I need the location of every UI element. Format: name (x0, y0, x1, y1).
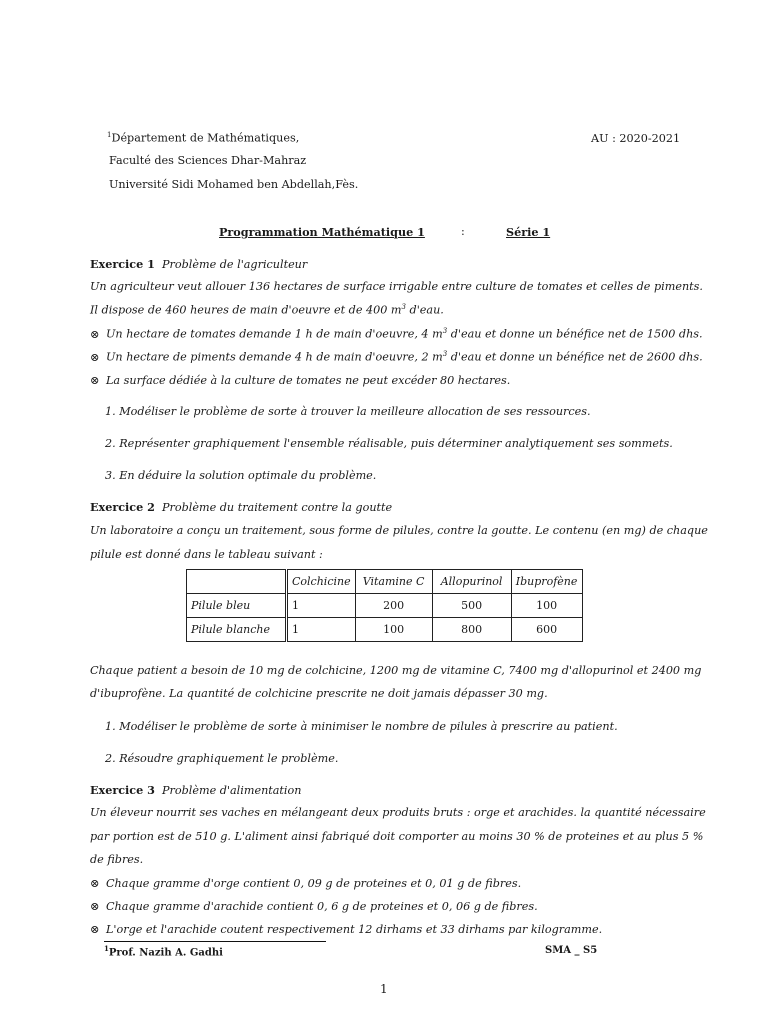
table-corner-cell (187, 570, 287, 594)
table-cell: 100 (511, 594, 582, 618)
table-row-label: Pilule bleu (187, 594, 287, 618)
table-header-cell: Ibuprofène (511, 570, 582, 594)
table-cell: 800 (432, 618, 511, 642)
table-cell: 1 (287, 618, 356, 642)
otimes-icon: ⊗ (90, 374, 100, 387)
footnote-author: $^1$Prof. Nazih A. Gadhi (104, 944, 223, 959)
exercise-3-heading: Exercice 3 Problème d'alimentation (90, 783, 302, 797)
table-cell: 200 (355, 594, 432, 618)
table-cell: 100 (355, 618, 432, 642)
table-header-cell: Allopurinol (432, 570, 511, 594)
ex3-paragraph-line: par portion est de 510 g. L'aliment ainsi fabriqué doit comporter au moins 30 % de proteines et au plus 5 % (90, 830, 704, 843)
ex2-question: 2. Résoudre graphiquement le problème. (105, 752, 339, 765)
ex1-bullet: ⊗ Un hectare de piments demande 4 h de main d'oeuvre, 2 $m^3$ d'eau et donne un bénéfice net de 2600 dhs. (90, 350, 703, 364)
page-number: 1 (380, 982, 388, 996)
ex3-bullet: ⊗ Chaque gramme d'orge contient 0, 09 g de proteines et 0, 01 g de fibres. (90, 877, 522, 890)
ex2-paragraph-line: Un laboratoire a conçu un traitement, sous forme de pilules, contre la goutte. Le contenu (en mg) de chaque (90, 524, 708, 537)
ex2-question: 1. Modéliser le problème de sorte à minimiser le nombre de pilules à prescrire au patient. (105, 720, 618, 733)
table-cell: 1 (287, 594, 356, 618)
faculty-line: Faculté des Sciences Dhar-Mahraz (109, 154, 307, 167)
series-title: Série 1 (506, 225, 551, 239)
table-header-row (187, 570, 583, 594)
otimes-icon: ⊗ (90, 350, 100, 364)
ex1-question: 1. Modéliser le problème de sorte à trouver la meilleure allocation de ses ressources. (105, 405, 591, 418)
ex3-paragraph-line: Un éleveur nourrit ses vaches en mélangeant deux produits bruts : orge et arachides. la quantité nécessaire (90, 806, 706, 819)
ex2-paragraph-line: d'ibuprofène. La quantité de colchicine prescrite ne doit jamais dépasser 30 mg. (90, 687, 548, 700)
ex3-paragraph-line: de fibres. (90, 853, 144, 866)
table-row-label: Pilule blanche (187, 618, 287, 642)
ex1-paragraph-line: Un agriculteur veut allouer 136 hectares de surface irrigable entre culture de tomates et celles de piments. (90, 280, 703, 293)
pill-content-table (186, 569, 583, 642)
ex1-question: 3. En déduire la solution optimale du problème. (105, 469, 377, 482)
ex1-question: 2. Représenter graphiquement l'ensemble réalisable, puis déterminer analytiquement ses sommets. (105, 437, 673, 450)
otimes-icon: ⊗ (90, 877, 100, 890)
exercise-2-heading: Exercice 2 Problème du traitement contre la goutte (90, 500, 393, 514)
ex1-bullet: ⊗ La surface dédiée à la culture de tomates ne peut excéder 80 hectares. (90, 374, 511, 387)
exercise-1-heading: Exercice 1 Problème de l'agriculteur (90, 257, 308, 271)
table-row (187, 618, 583, 642)
table-header-cell: Colchicine (287, 570, 356, 594)
ex2-paragraph-line: Chaque patient a besoin de 10 mg de colchicine, 1200 mg de vitamine C, 7400 mg d'allopurinol et 2400 mg (90, 664, 702, 677)
footnote-mark: 1 (107, 131, 112, 139)
footer-level: SMA _ S5 (545, 945, 598, 956)
ex3-bullet: ⊗ L'orge et l'arachide coutent respectivement 12 dirhams et 33 dirhams par kilogramme. (90, 923, 603, 936)
otimes-icon: ⊗ (90, 900, 100, 913)
footnote-rule (104, 941, 326, 942)
table-cell: 500 (432, 594, 511, 618)
academic-year: AU : 2020-2021 (591, 132, 681, 145)
department-line: $^1$Département de Mathématiques, (107, 131, 300, 145)
ex1-paragraph-line: Il dispose de 460 heures de main d'oeuvre et de 400 $m^3$ d'eau. (90, 303, 444, 317)
footnote-mark: 1 (104, 944, 109, 953)
course-title: Programmation Mathématique 1 (219, 225, 425, 239)
ex3-bullet: ⊗ Chaque gramme d'arachide contient 0, 6 g de proteines et 0, 06 g de fibres. (90, 900, 538, 913)
ex2-paragraph-line: pilule est donné dans le tableau suivant : (90, 548, 323, 561)
otimes-icon: ⊗ (90, 327, 100, 341)
ex1-bullet: ⊗ Un hectare de tomates demande 1 h de main d'oeuvre, 4 $m^3$ d'eau et donne un bénéfice net de 1500 dhs. (90, 327, 703, 341)
table-cell: 600 (511, 618, 582, 642)
table-header-cell: Vitamine C (355, 570, 432, 594)
otimes-icon: ⊗ (90, 923, 100, 936)
university-line: Université Sidi Mohamed ben Abdellah,Fès. (109, 178, 359, 191)
title-separator: : (461, 225, 465, 238)
table-row (187, 594, 583, 618)
